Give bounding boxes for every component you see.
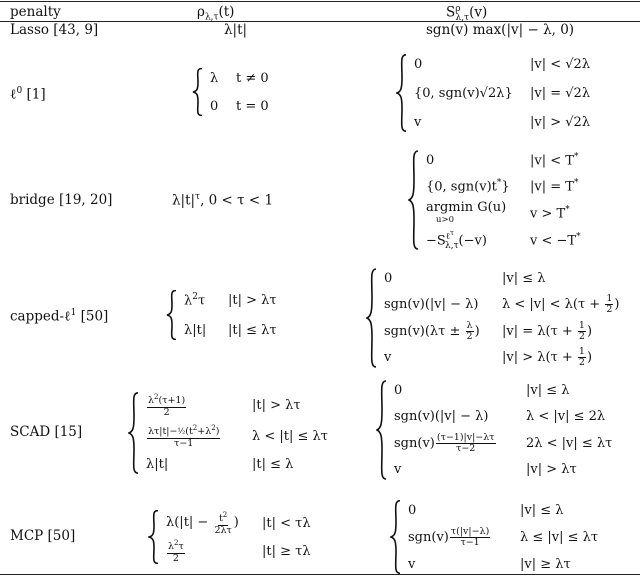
case-line: 0 |v| < T* xyxy=(426,151,579,169)
case-line: argmin G(u) u>0 v > T* xyxy=(426,200,570,226)
left-brace xyxy=(192,68,204,116)
header-penalty: penalty xyxy=(10,4,61,20)
case-line: 0 |v| ≤ λ xyxy=(408,502,564,518)
case-line: $\frac{\lambda\tau|t|-\frac{1}{2}(t^2+\lambda^2)}{\tau-1}$ λ < |t| ≤ λτ xyxy=(148,424,328,449)
case-line: λ(|t| − $\frac{t^2}{2\lambda\tau}$ ) |t| < τλ xyxy=(166,511,311,536)
case-line: λ|t| |t| ≤ λ xyxy=(146,456,294,472)
header-threshold: $S^\rho_{\lambda,\tau}(v)$ xyxy=(446,4,488,24)
penalty-name: ℓ$^0$ [1] xyxy=(10,86,46,103)
penalty-name: bridge [19, 20] xyxy=(10,192,113,208)
case-line: 0 |v| ≤ λ xyxy=(384,270,546,286)
top-rule xyxy=(0,1,640,2)
case-line: $\lambda^2\tau$ |t| > λτ xyxy=(184,291,277,309)
threshold-cases xyxy=(396,54,590,132)
left-brace xyxy=(396,54,408,132)
rho-formula: λ|t| xyxy=(224,22,248,38)
rho-formula: $\lambda|t|^\tau$, 0 < τ < 1 xyxy=(172,192,274,209)
case-line: 0 t = 0 xyxy=(210,98,269,114)
case-line: {0, sgn(v)√2λ} |v| = √2λ xyxy=(414,85,591,101)
threshold-cases xyxy=(390,500,598,574)
case-line: sgn(v) $\frac{\tau(|v|-\lambda)}{\tau-1}$ λ ≤ |v| ≤ λτ xyxy=(408,525,599,548)
table-row-lasso xyxy=(0,22,640,40)
case-line: sgn(v) $\frac{(\tau-1)|v|-\lambda\tau}{\tau-2}$ 2λ < |v| ≤ λτ xyxy=(394,431,613,454)
case-line: v |v| > λτ xyxy=(394,462,577,478)
left-brace xyxy=(408,150,420,250)
case-line: 0 |v| < √2λ xyxy=(414,56,591,72)
case-line: sgn(v)(|v| − λ) λ < |v| < λ(τ + $\frac{1}{2}$ ) xyxy=(384,293,620,316)
case-line: λ t ≠ 0 xyxy=(210,70,269,86)
rho-cases xyxy=(166,290,277,340)
case-line: $\frac{\lambda^2(\tau+1)}{2}$ |t| > λτ xyxy=(148,393,301,418)
left-brace xyxy=(148,510,160,564)
header-rho: $\rho_{\lambda,\tau}(t)$ xyxy=(197,4,235,23)
threshold-cases xyxy=(376,380,612,480)
rho-cases xyxy=(148,510,311,564)
threshold-formula: sgn(v) max(|v| − λ, 0) xyxy=(426,22,575,38)
threshold-cases xyxy=(408,150,581,250)
table-row-capped-l1 xyxy=(0,264,640,374)
rho-cases xyxy=(128,392,328,474)
left-brace xyxy=(128,392,140,474)
table-row-scad xyxy=(0,374,640,482)
penalty-name: SCAD [15] xyxy=(10,424,83,440)
left-brace xyxy=(166,290,178,340)
bottom-rule xyxy=(0,574,640,575)
case-line: $\frac{\lambda^2\tau}{2}$ |t| ≥ τλ xyxy=(168,539,311,564)
threshold-cases xyxy=(366,268,619,368)
case-line: v |v| > √2λ xyxy=(414,114,591,130)
case-line: λ|t| |t| ≤ λτ xyxy=(184,322,277,338)
penalty-name: MCP [50] xyxy=(10,528,76,544)
left-brace xyxy=(376,380,388,480)
table-row-bridge xyxy=(0,150,640,264)
case-line: v |v| ≥ λτ xyxy=(408,556,571,572)
table-row-mcp xyxy=(0,490,640,574)
case-line: v |v| > λ(τ + $\frac{1}{2}$ ) xyxy=(384,346,593,369)
case-line: sgn(v)(λτ ± $\frac{\lambda}{2}$ ) |v| = λ(τ + $\frac{1}{2}$ ) xyxy=(384,319,593,342)
table-row-l0 xyxy=(0,40,640,150)
left-brace xyxy=(390,500,402,574)
left-brace xyxy=(366,268,378,368)
case-line: 0 |v| ≤ λ xyxy=(394,382,570,398)
case-line: $-S^{\ell^\tau}_{\lambda,\tau}(-v)$ v < −T* xyxy=(426,229,581,251)
penalty-name: capped-ℓ$^1$ [50] xyxy=(10,308,109,325)
case-line: sgn(v)(|v| − λ) λ < |v| ≤ 2λ xyxy=(394,409,606,425)
case-line: {0, sgn(v)t*} |v| = T* xyxy=(426,178,579,195)
rho-cases xyxy=(192,68,269,116)
penalty-name: Lasso [43, 9] xyxy=(10,22,99,38)
